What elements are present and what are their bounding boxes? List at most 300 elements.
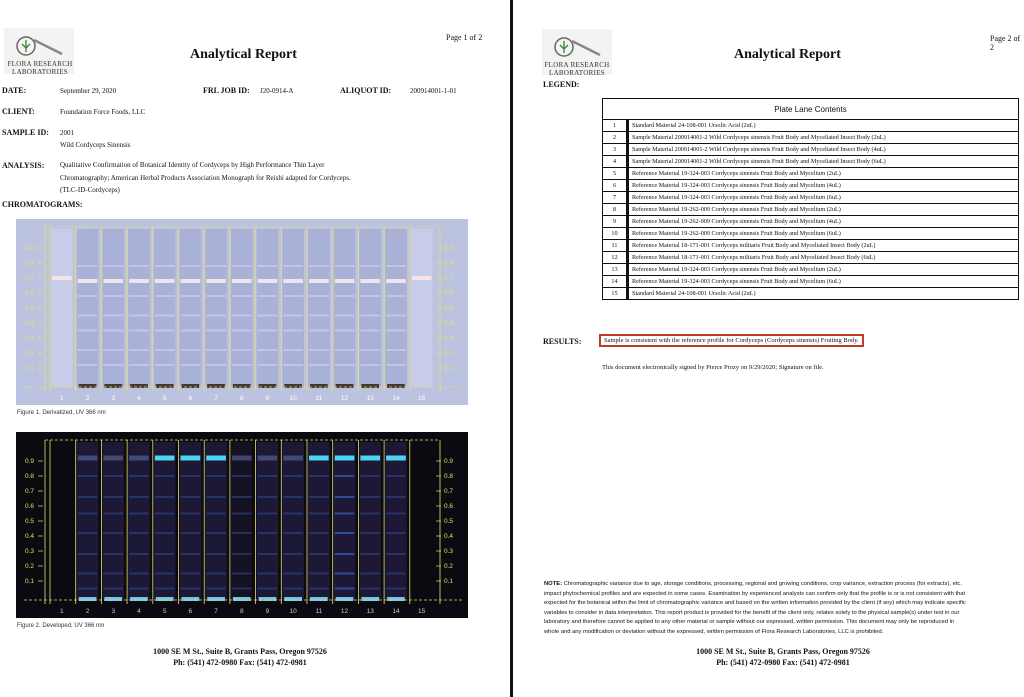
lane-number-label: 3 — [111, 395, 116, 402]
lane-number-label: 2 — [85, 395, 90, 402]
table-row — [603, 240, 1019, 252]
report-page-2 — [513, 0, 1024, 697]
sample-band — [155, 265, 175, 267]
sample-band — [78, 295, 98, 297]
report-page-1 — [0, 0, 510, 697]
sample-band — [232, 475, 252, 477]
sample-band — [360, 553, 380, 555]
sample-band — [181, 553, 201, 555]
sample-band — [335, 496, 355, 498]
sample-band — [258, 279, 278, 283]
lane-track — [102, 442, 124, 600]
legend-label: LEGEND: — [543, 80, 580, 89]
table-row — [603, 144, 1019, 156]
sample-band — [309, 295, 329, 297]
results-box — [599, 334, 864, 347]
note-label: NOTE: — [544, 581, 563, 587]
lane-track — [308, 229, 330, 387]
rf-scale-label: 0.1 — [444, 578, 454, 585]
lane-number: 10 — [603, 228, 628, 240]
sample-band — [206, 513, 226, 515]
sample-band — [78, 330, 98, 332]
sample-band — [129, 364, 149, 366]
sample-band — [103, 553, 123, 555]
chromatograms-label: CHROMATOGRAMS: — [2, 200, 83, 209]
chromatogram-plate-derivatized — [16, 219, 468, 405]
sample-band — [206, 330, 226, 332]
sample-band — [386, 532, 406, 534]
lane-track — [308, 442, 330, 600]
sample-band — [258, 573, 278, 575]
sample-band — [155, 349, 175, 351]
origin-spot — [182, 597, 200, 601]
sample-band — [181, 279, 201, 283]
lane-number: 11 — [603, 240, 628, 252]
sample-band — [155, 588, 175, 590]
report-title: Analytical Report — [190, 47, 297, 62]
sample-band — [206, 349, 226, 351]
rf-scale-label: 0.7 — [444, 488, 454, 495]
sample-band — [78, 532, 98, 534]
sample-band — [335, 279, 355, 283]
lane-number-label: 5 — [162, 395, 167, 402]
sample-band — [258, 364, 278, 366]
sample-band — [335, 573, 355, 575]
lane-number-label: 10 — [289, 395, 297, 402]
sample-band — [386, 513, 406, 515]
sample-band — [335, 295, 355, 297]
sample-band — [360, 349, 380, 351]
sample-band — [360, 573, 380, 575]
rf-scale-label: 0.9 — [25, 458, 35, 465]
lane-number-label: 4 — [137, 608, 141, 615]
lane-track — [51, 229, 73, 387]
origin-spot — [310, 597, 328, 601]
origin-spot — [233, 597, 251, 601]
sample-band — [103, 330, 123, 332]
lane-number-label: 13 — [366, 608, 374, 615]
rf-scale-label: 0.3 — [25, 335, 35, 342]
sample-band — [181, 532, 201, 534]
sample-band — [232, 279, 252, 283]
sample-band — [309, 573, 329, 575]
table-row — [603, 204, 1019, 216]
sample-band — [155, 573, 175, 575]
lane-number-label: 11 — [315, 395, 323, 402]
sample-band — [258, 349, 278, 351]
sample-band — [206, 553, 226, 555]
sample-band — [181, 315, 201, 317]
lane-number-label: 15 — [418, 608, 426, 615]
rf-scale-label: 0.8 — [25, 473, 35, 480]
lane-number-label: 9 — [265, 395, 270, 402]
sample-band — [103, 295, 123, 297]
rf-scale-label: 0.4 — [444, 320, 454, 327]
sample-band — [232, 364, 252, 366]
lane-description: Sample Material 200914001-2 Wild Cordyceps sinensis Fruit Body and Myceliated Insect Body (4uL) — [628, 144, 1019, 156]
sample-band — [386, 364, 406, 366]
date-value: September 29, 2020 — [60, 87, 117, 95]
lab-name-text: FLORA RESEARCH LABORATORIES — [544, 61, 610, 77]
sample-band — [103, 349, 123, 351]
lane-number-label: 7 — [214, 608, 218, 615]
lane-number-label: 11 — [315, 608, 323, 615]
sample-band — [206, 573, 226, 575]
sample-band — [309, 475, 329, 477]
sample-band — [181, 295, 201, 297]
plate-lane-contents-table — [602, 98, 1019, 300]
disclaimer-note — [544, 580, 966, 637]
client-value: Foundation Force Foods, LLC — [60, 108, 146, 116]
lane-number-label: 3 — [111, 608, 116, 615]
table-row — [603, 180, 1019, 192]
lane-track — [334, 229, 356, 387]
sample-band — [78, 475, 98, 477]
origin-spot — [361, 597, 379, 601]
sample-band — [232, 330, 252, 332]
sample-band — [206, 456, 226, 461]
lane-track — [411, 229, 433, 387]
sample-band — [129, 553, 149, 555]
lane-number: 5 — [603, 168, 628, 180]
lane-number-label: 9 — [265, 608, 270, 615]
sample-band — [155, 553, 175, 555]
sample-band — [232, 496, 252, 498]
rf-scale-label: 0.7 — [444, 275, 454, 282]
sample-band — [181, 364, 201, 366]
lane-number: 2 — [603, 132, 628, 144]
origin-spot — [207, 597, 225, 601]
aliquot-id-label: ALIQUOT ID: — [340, 86, 392, 95]
sample-band — [258, 553, 278, 555]
rf-scale-label: 0.4 — [444, 533, 454, 540]
sample-band — [335, 588, 355, 590]
sample-band — [386, 265, 406, 267]
sample-band — [129, 265, 149, 267]
lane-number: 8 — [603, 204, 628, 216]
sample-band — [309, 364, 329, 366]
table-header-row — [603, 99, 1019, 120]
sample-band — [155, 532, 175, 534]
rf-scale-label: 0.2 — [444, 350, 454, 357]
lane-description: Reference Material 19-324-003 Cordyceps sinensis Fruit Body and Mycelium (2uL) — [628, 168, 1019, 180]
sample-band — [129, 330, 149, 332]
sample-band — [129, 456, 149, 461]
table-title: Plate Lane Contents — [603, 99, 1019, 120]
lane-number-label: 5 — [162, 608, 167, 615]
sample-band — [232, 513, 252, 515]
sample-band — [103, 496, 123, 498]
figure-2-caption: Figure 2. Developed, UV 366 nm — [17, 623, 105, 629]
rf-scale-label: 0.1 — [444, 365, 454, 372]
sample-band — [335, 456, 355, 461]
sample-band — [129, 513, 149, 515]
lane-description: Standard Material 24-108-001 Ursolic Acid (2uL) — [628, 120, 1019, 132]
sample-band — [181, 588, 201, 590]
lane-track — [282, 229, 304, 387]
rf-scale-label: 0.5 — [444, 305, 454, 312]
sample-band — [155, 475, 175, 477]
rf-scale-label: 0.2 — [444, 563, 454, 570]
sample-band — [335, 349, 355, 351]
sample-band — [206, 364, 226, 366]
sample-band — [78, 265, 98, 267]
lane-description: Reference Material 18-171-001 Cordyceps militaris Fruit Body and Myceliated Insect Body (2uL) — [628, 240, 1019, 252]
analysis-text — [60, 159, 480, 197]
rf-scale-label: 0.5 — [25, 305, 35, 312]
sample-band — [309, 496, 329, 498]
sample-band — [129, 475, 149, 477]
sample-band — [181, 265, 201, 267]
sample-id-label: SAMPLE ID: — [2, 128, 49, 137]
job-id-value: J20-0914-A — [260, 87, 294, 95]
sample-band — [181, 573, 201, 575]
sample-band — [232, 532, 252, 534]
lane-number-label: 14 — [392, 395, 400, 402]
rf-scale-label: 0.8 — [444, 473, 454, 480]
rf-scale-label: 0.1 — [25, 578, 35, 585]
lane-number-label: 12 — [340, 395, 349, 402]
sample-band — [129, 573, 149, 575]
sample-band — [283, 496, 303, 498]
sample-band — [78, 349, 98, 351]
sample-band — [360, 279, 380, 283]
sample-band — [232, 349, 252, 351]
lane-track — [102, 229, 124, 387]
sample-band — [335, 330, 355, 332]
sample-band — [386, 456, 406, 461]
lane-number: 6 — [603, 180, 628, 192]
lane-track — [359, 442, 381, 600]
sample-band — [360, 265, 380, 267]
sample-band — [309, 265, 329, 267]
sample-band — [206, 496, 226, 498]
footer-phone: Ph: (541) 472-0980 Fax: (541) 472-0981 — [173, 658, 307, 667]
lane-track — [257, 442, 279, 600]
sample-band — [78, 315, 98, 317]
lab-name — [539, 61, 615, 77]
sample-band — [232, 588, 252, 590]
sample-band — [78, 496, 98, 498]
sample-band — [283, 456, 303, 461]
sample-band — [283, 364, 303, 366]
lane-description: Sample Material 200914001-2 Wild Cordyceps sinensis Fruit Body and Myceliated Insect Body (2uL) — [628, 132, 1019, 144]
origin-spot — [387, 597, 405, 601]
lane-description: Reference Material 19-324-003 Cordyceps sinensis Fruit Body and Mycelium (6uL) — [628, 192, 1019, 204]
table-row — [603, 132, 1019, 144]
sample-band — [386, 496, 406, 498]
sample-band — [232, 265, 252, 267]
sample-band — [258, 496, 278, 498]
rf-scale-label: 0.6 — [25, 290, 35, 297]
lane-track — [205, 229, 227, 387]
sample-band — [155, 295, 175, 297]
lane-number-label: 8 — [239, 395, 244, 402]
origin-spot — [336, 597, 354, 601]
standard-band — [52, 276, 72, 280]
sample-band — [103, 315, 123, 317]
sample-band — [78, 456, 98, 461]
lane-track — [128, 442, 150, 600]
sample-band — [360, 475, 380, 477]
sample-band — [181, 349, 201, 351]
rf-scale-label: 0.2 — [25, 350, 35, 357]
lab-name-text: FLORA RESEARCH LABORATORIES — [7, 60, 73, 76]
sample-band — [360, 496, 380, 498]
lane-track — [180, 442, 202, 600]
sample-band — [335, 553, 355, 555]
lane-track — [180, 229, 202, 387]
table-row — [603, 228, 1019, 240]
rf-scale-label: 0.3 — [444, 548, 454, 555]
analysis-line-3: (TLC-ID-Cordyceps) — [60, 186, 120, 194]
lane-track — [385, 229, 407, 387]
rf-scale-label: 0.7 — [25, 488, 35, 495]
sample-band — [386, 475, 406, 477]
lane-number: 13 — [603, 264, 628, 276]
rf-scale-label: 0.6 — [444, 503, 454, 510]
sample-band — [335, 532, 355, 534]
lane-number: 15 — [603, 288, 628, 300]
sample-band — [155, 513, 175, 515]
lane-number-label: 15 — [418, 395, 426, 402]
sample-band — [360, 588, 380, 590]
sample-band — [206, 475, 226, 477]
sample-band — [129, 315, 149, 317]
sample-band — [78, 513, 98, 515]
results-label: RESULTS: — [543, 337, 582, 346]
sample-band — [309, 349, 329, 351]
sample-band — [206, 588, 226, 590]
sample-band — [309, 588, 329, 590]
origin-spot — [79, 597, 97, 601]
rf-scale-label: 0.6 — [444, 290, 454, 297]
sample-band — [283, 295, 303, 297]
lane-number: 3 — [603, 144, 628, 156]
results-text: Sample is consistent with the reference profile for Cordyceps (Cordyceps sinensis) Fruiting Body. — [604, 337, 859, 344]
sample-band — [283, 330, 303, 332]
origin-spot — [130, 597, 148, 601]
rf-scale-label: 0.5 — [25, 518, 35, 525]
sample-band — [181, 475, 201, 477]
sample-band — [386, 330, 406, 332]
table-row — [603, 168, 1019, 180]
lane-track — [231, 229, 253, 387]
analysis-line-2: Chromatography; American Herbal Products Association Monograph for Reishi adapted for Cordyceps. — [60, 173, 351, 182]
sample-band — [129, 496, 149, 498]
lane-description: Reference Material 19-262-009 Cordyceps sinensis Fruit Body and Mycelium (4uL) — [628, 216, 1019, 228]
lane-number-label: 7 — [214, 395, 218, 402]
table-row — [603, 276, 1019, 288]
sample-band — [283, 349, 303, 351]
sample-band — [103, 573, 123, 575]
page-1-footer — [120, 646, 360, 668]
sample-band — [129, 532, 149, 534]
sample-band — [283, 573, 303, 575]
sample-band — [309, 532, 329, 534]
footer-address: 1000 SE M St., Suite B, Grants Pass, Oregon 97526 — [696, 647, 870, 656]
standard-band — [412, 276, 432, 280]
lane-description: Reference Material 19-262-009 Cordyceps sinensis Fruit Body and Mycelium (6uL) — [628, 228, 1019, 240]
sample-band — [309, 279, 329, 283]
sample-band — [360, 330, 380, 332]
sample-band — [103, 364, 123, 366]
sample-band — [335, 513, 355, 515]
sample-band — [283, 475, 303, 477]
analysis-label: ANALYSIS: — [2, 161, 45, 170]
table-row — [603, 192, 1019, 204]
sample-band — [103, 265, 123, 267]
sample-band — [206, 532, 226, 534]
signature-text: This document electronically signed by Pierce Prozy on 9/29/2020; Signature on file. — [602, 364, 824, 371]
sample-band — [103, 532, 123, 534]
rf-scale-label: 0.3 — [444, 335, 454, 342]
job-id-label: FRL JOB ID: — [203, 86, 250, 95]
lab-name — [2, 60, 78, 76]
rf-scale-label: 0.3 — [25, 548, 35, 555]
lane-number-label: 14 — [392, 608, 400, 615]
sample-band — [283, 553, 303, 555]
sample-band — [155, 315, 175, 317]
lane-track — [359, 229, 381, 387]
aliquot-id-value: 200914001-1-01 — [410, 87, 457, 95]
lane-number: 4 — [603, 156, 628, 168]
lane-track — [282, 442, 304, 600]
sample-band — [232, 295, 252, 297]
sample-band — [258, 475, 278, 477]
rf-scale-label: 0.9 — [444, 245, 454, 252]
lane-track — [411, 442, 433, 600]
sample-band — [181, 513, 201, 515]
sample-band — [386, 315, 406, 317]
lane-description: Standard Material 24-108-001 Ursolic Acid (2uL) — [628, 288, 1019, 300]
note-text: Chromatographic variance due to age, storage conditions, processing, regional and growing conditions, crop variance, extraction process (for extracts), etc. impact phytochemical profiles and are expected in some cases. Examination by experienced analysts can confirm only that the profile is or is not consistent with that expected for the botanical within the limit of chromatographic variance and based on the written information provided by the client (if any) which may indicate specific variables to consider in data interpretation. This report product is provided for the benefit of the client only, relates solely to the physical sample(s) under test in our laboratory and therefore cannot be applied to any other material or sample without our expressed, written permission. This document may only be reproduced in whole and any modification or deviation without the expressed, written permission of Flora Research Laboratories, LLC is prohibited. — [544, 581, 966, 635]
lane-number-label: 1 — [60, 395, 64, 402]
sample-band — [309, 553, 329, 555]
lane-track — [77, 442, 99, 600]
sample-band — [386, 279, 406, 283]
sample-band — [386, 588, 406, 590]
lane-number-label: 2 — [85, 608, 90, 615]
lane-track — [231, 442, 253, 600]
sample-band — [335, 265, 355, 267]
table-row — [603, 252, 1019, 264]
lane-description: Sample Material 200914001-2 Wild Cordyceps sinensis Fruit Body and Myceliated Insect Body (6uL) — [628, 156, 1019, 168]
sample-band — [232, 553, 252, 555]
sample-band — [78, 279, 98, 283]
lane-number: 9 — [603, 216, 628, 228]
lane-track — [51, 442, 73, 600]
footer-address: 1000 SE M St., Suite B, Grants Pass, Oregon 97526 — [153, 647, 327, 656]
sample-band — [309, 315, 329, 317]
rf-scale-label: 0.9 — [25, 245, 35, 252]
sample-band — [103, 475, 123, 477]
sample-band — [78, 364, 98, 366]
sample-band — [335, 364, 355, 366]
sample-band — [309, 330, 329, 332]
sample-band — [283, 588, 303, 590]
sample-band — [283, 513, 303, 515]
sample-band — [181, 456, 201, 461]
sample-band — [258, 265, 278, 267]
sample-band — [206, 265, 226, 267]
lane-number-label: 1 — [60, 608, 64, 615]
lane-number: 12 — [603, 252, 628, 264]
lane-number: 7 — [603, 192, 628, 204]
sample-band — [155, 496, 175, 498]
sample-band — [232, 456, 252, 461]
lane-track — [257, 229, 279, 387]
